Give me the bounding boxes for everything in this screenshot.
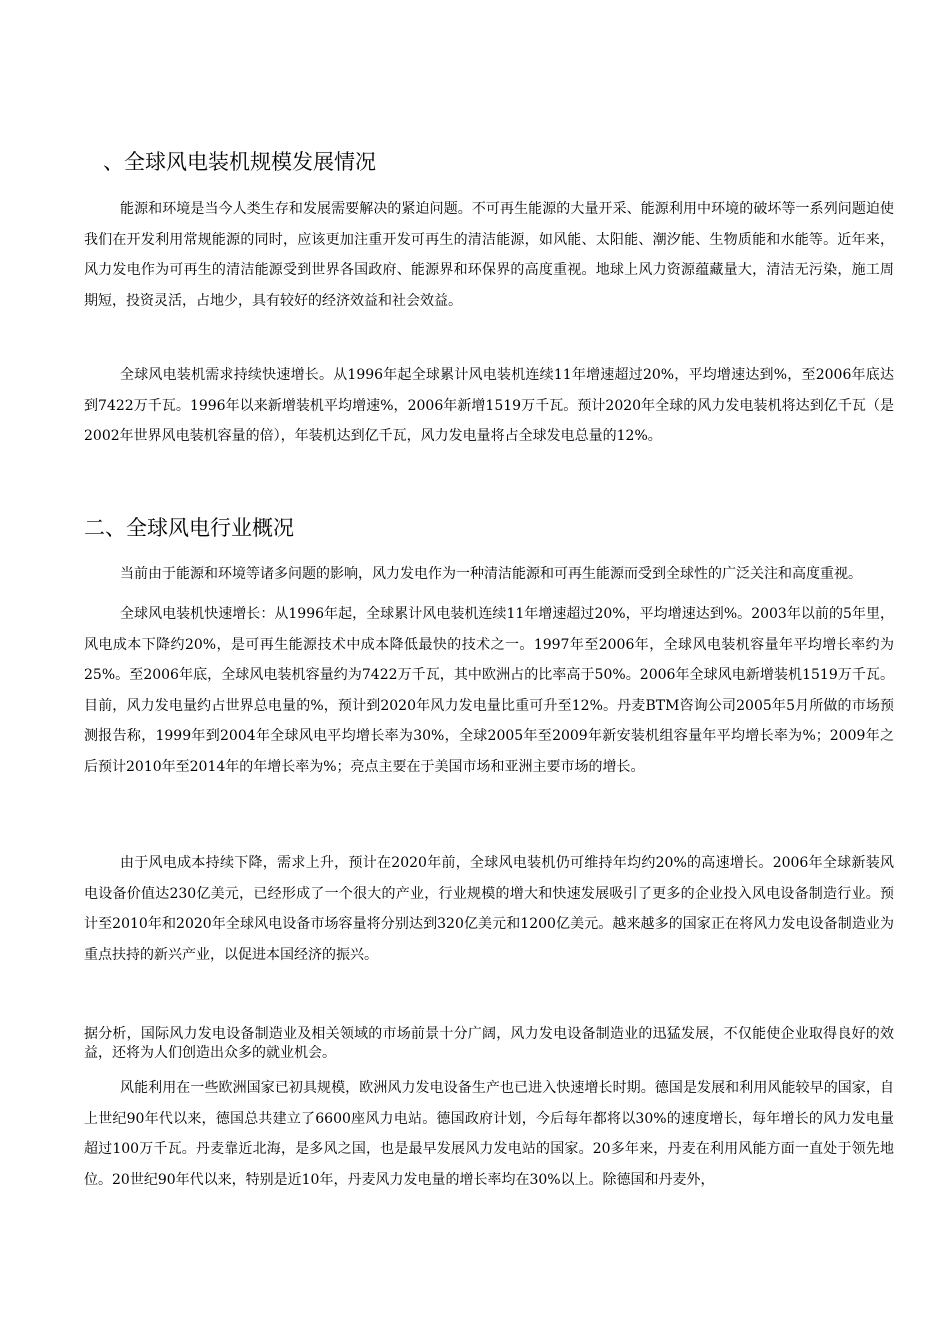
paragraph-installed-growth: 全球风电装机快速增长：从1996年起，全球累计风电装机连续11年增速超过20%，平均增速达到%。2003年以前的5年里，风电成本下降约20%，是可再生能源技术中成本降低最快的技术之一。1997年至2006年，全球风电装机容量年平均增长率约为25%。至2006年底，全球风电装机容量约为7422万千瓦，其中欧洲占的比率高于50%。2006年全球风电新增装机1519万千瓦。目前，风力发电量约占世界总电量的%，预计到2020年风力发电量比重可升至12%。丹麦BTM咨询公司2005年5月所做的市场预测报告称，1999年到2004年全球风电平均增长率为30%，全球2005年至2009年新安装机组容量年平均增长率为%；2009年之后预计2010年至2014年的年增长率为%；亮点主要在于美国市场和亚洲主要市场的增长。 — [84, 606, 894, 775]
paragraph-europe-wind: 风能利用在一些欧洲国家已初具规模，欧洲风力发电设备生产也已进入快速增长时期。德国是发展和利用风能较早的国家，自上世纪90年代以来，德国总共建立了6600座风力电站。德国政府计划，今后每年都将以30%的速度增长，每年增长的风力发电量超过100万千瓦。丹麦靠近北海，是多风之国，也是最早发展风力发电站的国家。20多年来，丹麦在利用风能方面一直处于领先地位。20世纪90年代以来，特别是近10年，丹麦风力发电量的增长率均在30%以上。除德国和丹麦外， — [84, 1080, 894, 1188]
paragraph-industry-intro: 当前由于能源和环境等诸多问题的影响，风力发电作为一种清洁能源和可再生能源而受到全球性的广泛关注和高度重视。 — [120, 566, 862, 582]
paragraph-wind-demand-growth: 全球风电装机需求持续快速增长。从1996年起全球累计风电装机连续11年增速超过20%，平均增速达到%，至2006年底达到7422万千瓦。1996年以来新增装机平均增速%，2006年新增1519万千瓦。预计2020年全球的风力发电装机将达到亿千瓦（是2002年世界风电装机容量的倍），年装机达到亿千瓦，风力发电量将占全球发电总量的12%。 — [84, 367, 894, 444]
paragraph-market-analysis: 据分析，国际风力发电设备制造业及相关领域的市场前景十分广阔，风力发电设备制造业的迅猛发展，不仅能使企业取得良好的效益，还将为人们创造出众多的就业机会。 — [84, 1026, 894, 1061]
section-heading-global-wind-capacity: 、全球风电装机规模发展情况 — [103, 150, 376, 174]
paragraph-cost-decline: 由于风电成本持续下降，需求上升，预计在2020年前，全球风电装机仍可维持年均约20%的高速增长。2006年全球新装风电设备价值达230亿美元，已经形成了一个很大的产业，行业规模的增大和快速发展吸引了更多的企业投入风电设备制造行业。预计至2010年和2020年全球风电设备市场容量将分别达到320亿美元和1200亿美元。越来越多的国家正在将风力发电设备制造业为重点扶持的新兴产业，以促进本国经济的振兴。 — [84, 855, 894, 963]
paragraph-energy-environment: 能源和环境是当今人类生存和发展需要解决的紧迫问题。不可再生能源的大量开采、能源利用中环境的破坏等一系列问题迫使我们在开发利用常规能源的同时，应该更加注重开发可再生的清洁能源，如风能、太阳能、潮汐能、生物质能和水能等。近年来，风力发电作为可再生的清洁能源受到世界各国政府、能源界和环保界的高度重视。地球上风力资源蕴藏量大，清洁无污染，施工周期短，投资灵活，占地少，具有较好的经济效益和社会效益。 — [84, 201, 894, 309]
section-heading-global-wind-industry: 二、全球风电行业概况 — [84, 516, 294, 540]
